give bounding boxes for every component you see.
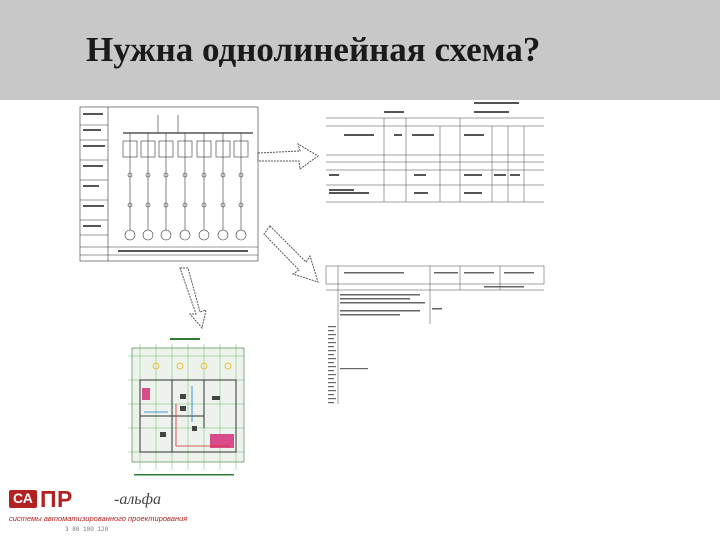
logo-tagline: системы автоматизированного проектирования xyxy=(9,514,188,523)
arrow-down-icon xyxy=(178,266,212,330)
company-logo xyxy=(0,478,310,540)
equipment-list-thumbnail xyxy=(324,264,546,408)
arrow-down-right-icon xyxy=(262,224,322,286)
single-line-diagram-thumbnail xyxy=(78,105,262,265)
logo-scale: 3 80 100 120 xyxy=(65,526,109,533)
logo-name: ПР xyxy=(40,486,73,512)
logo-mark: СА xyxy=(9,490,37,508)
title-bar xyxy=(0,0,720,100)
arrow-right-icon xyxy=(256,142,320,172)
floor-plan-thumbnail xyxy=(120,336,250,482)
slide-title: Нужна однолинейная схема? xyxy=(86,30,541,69)
spec-table-thumbnail xyxy=(324,100,546,208)
logo-suffix: -альфа xyxy=(114,491,161,508)
